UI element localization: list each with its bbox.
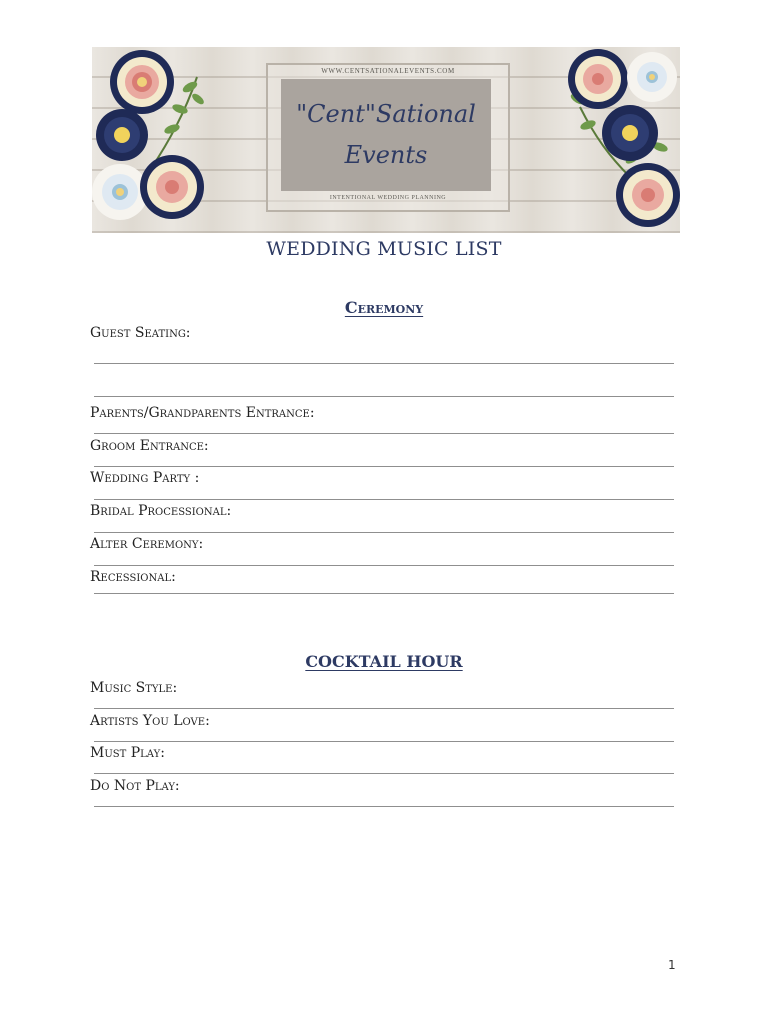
logo-box <box>281 79 491 191</box>
page-number: 1 <box>668 958 676 972</box>
answer-line-music-style[interactable] <box>94 708 674 709</box>
answer-line-bridal-processional[interactable] <box>94 532 674 533</box>
label-artists-you-love: Artists You Love: <box>90 713 210 729</box>
label-guest-seating: Guest Seating: <box>90 325 191 341</box>
label-wedding-party: Wedding Party : <box>90 470 200 486</box>
page-title: WEDDING MUSIC LIST <box>266 238 502 260</box>
logo-text-line1: "Cent"Sational <box>296 100 476 128</box>
header-banner <box>92 47 680 233</box>
banner-website-url: WWW.CENTSATIONALEVENTS.COM <box>321 67 455 75</box>
answer-line-alter-ceremony[interactable] <box>94 565 674 566</box>
label-do-not-play: Do Not Play: <box>90 778 180 794</box>
label-must-play: Must Play: <box>90 745 165 761</box>
answer-line-wedding-party[interactable] <box>94 499 674 500</box>
label-recessional: Recessional: <box>90 569 176 585</box>
answer-line-do-not-play[interactable] <box>94 806 674 807</box>
answer-line-guest-seating[interactable] <box>94 363 674 364</box>
flower-cluster-right-icon <box>560 47 680 233</box>
section-heading-ceremony: Ceremony <box>344 298 424 317</box>
answer-line-parents-entrance[interactable] <box>94 433 674 434</box>
section-heading-cocktail-hour: COCKTAIL HOUR <box>305 652 463 671</box>
answer-line-groom-entrance[interactable] <box>94 466 674 467</box>
label-parents-entrance: Parents/Grandparents Entrance: <box>90 405 315 421</box>
banner-tagline: INTENTIONAL WEDDING PLANNING <box>329 195 447 201</box>
answer-line-guest-seating-2[interactable] <box>94 396 674 397</box>
label-bridal-processional: Bridal Processional: <box>90 503 232 519</box>
label-groom-entrance: Groom Entrance: <box>90 438 209 454</box>
answer-line-recessional[interactable] <box>94 593 674 594</box>
label-music-style: Music Style: <box>90 680 178 696</box>
answer-line-artists-you-love[interactable] <box>94 741 674 742</box>
label-alter-ceremony: Alter Ceremony: <box>90 536 204 552</box>
flower-cluster-left-icon <box>92 47 212 233</box>
answer-line-must-play[interactable] <box>94 773 674 774</box>
logo-text-line2: Events <box>344 141 428 169</box>
